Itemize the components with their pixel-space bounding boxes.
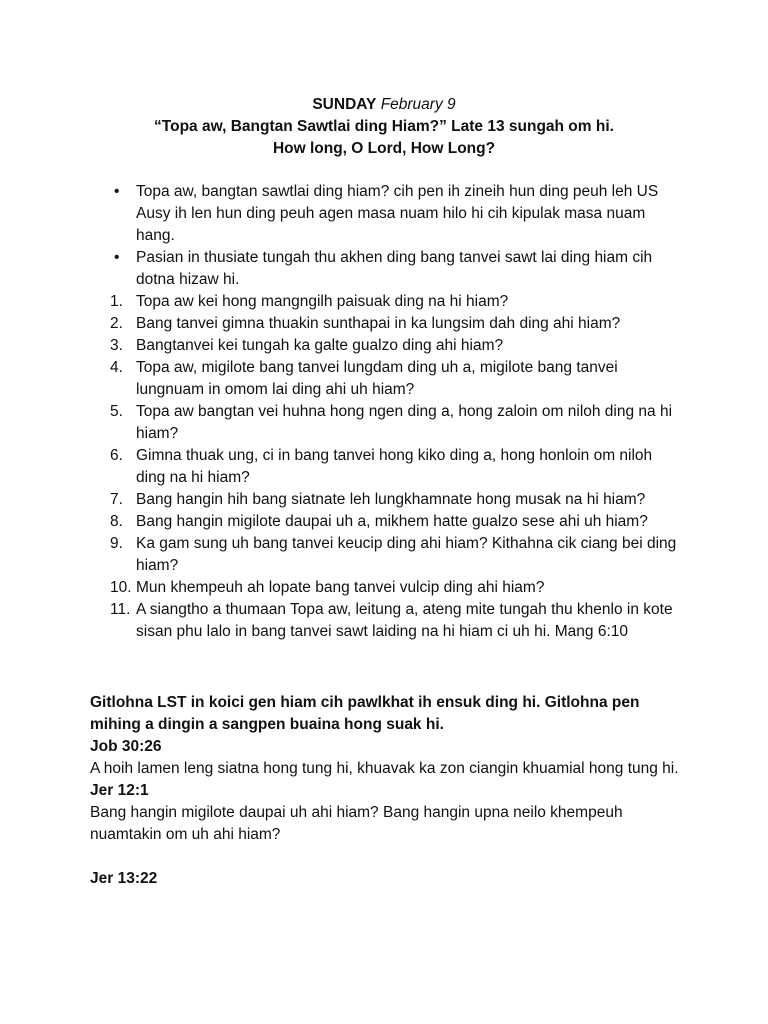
item-number: 11. (110, 601, 131, 618)
document-header (0, 94, 768, 160)
day-label: SUNDAY (312, 96, 377, 113)
item-number: 7. (110, 491, 123, 508)
commentary-section (90, 692, 690, 890)
bullet-text: Topa aw, bangtan sawtlai ding hiam? cih pen ih zineih hun ding peuh leh US Ausy ih len hun ding peuh agen masa nuam hilo hi cih kipulak masa nuam hang. (136, 183, 659, 244)
bullet-item (110, 247, 680, 291)
item-text: Bang hangin hih bang siatnate leh lungkhamnate hong musak na hi hiam? (136, 491, 646, 508)
scripture-text: A hoih lamen leng siatna hong tung hi, khuavak ka zon ciangin khuamial hong tung hi. (90, 760, 679, 777)
numbered-item (110, 533, 680, 577)
item-number: 3. (110, 337, 123, 354)
bullet-icon: • (114, 183, 120, 200)
scripture-reference: Job 30:26 (90, 738, 162, 755)
item-number: 2. (110, 315, 123, 332)
item-text: Bang tanvei gimna thuakin sunthapai in ka lungsim dah ding ahi hiam? (136, 315, 621, 332)
header-line-1 (0, 94, 768, 116)
section-intro: Gitlohna LST in koici gen hiam cih pawlkhat ih ensuk ding hi. Gitlohna pen mihing a dingin a sangpen buaina hong suak hi. (90, 694, 640, 733)
numbered-item (110, 335, 680, 357)
scripture-text: Bang hangin migilote daupai uh ahi hiam? Bang hangin upna neilo khempeuh nuamtakin om uh ahi hiam? (90, 804, 623, 843)
numbered-item (110, 489, 680, 511)
item-number: 9. (110, 535, 123, 552)
item-text: Ka gam sung uh bang tanvei keucip ding ahi hiam? Kithahna cik ciang bei ding hiam? (136, 535, 677, 574)
item-text: Gimna thuak ung, ci in bang tanvei hong kiko ding a, hong honloin om niloh ding na hi hiam? (136, 447, 653, 486)
item-number: 5. (110, 403, 123, 420)
item-text: Topa aw kei hong mangngilh paisuak ding na hi hiam? (136, 293, 509, 310)
item-text: A siangtho a thumaan Topa aw, leitung a, ateng mite tungah thu khenlo in kote sisan phu lalo in bang tanvei sawt laiding na hi hiam ci uh hi. Mang 6:10 (136, 601, 673, 640)
bullet-text: Pasian in thusiate tungah thu akhen ding bang tanvei sawt lai ding hiam cih dotna hizaw hi. (136, 249, 653, 288)
numbered-item (110, 511, 680, 533)
numbered-item (110, 599, 680, 643)
bullet-item (110, 181, 680, 247)
paragraph-spacer (90, 846, 690, 868)
date-label: February 9 (380, 96, 456, 113)
numbered-item (110, 401, 680, 445)
item-number: 8. (110, 513, 123, 530)
item-text: Topa aw bangtan vei huhna hong ngen ding a, hong zaloin om niloh ding na hi hiam? (136, 403, 673, 442)
header-subtitle: How long, O Lord, How Long? (272, 140, 496, 157)
item-text: Bang hangin migilote daupai uh a, mikhem hatte gualzo sese ahi uh hiam? (136, 513, 648, 530)
item-text: Bangtanvei kei tungah ka galte gualzo ding ahi hiam? (136, 337, 504, 354)
item-number: 4. (110, 359, 123, 376)
scripture-reference: Jer 13:22 (90, 870, 158, 887)
item-number: 1. (110, 293, 123, 310)
item-number: 6. (110, 447, 123, 464)
item-text: Mun khempeuh ah lopate bang tanvei vulcip ding ahi hiam? (136, 579, 545, 596)
question-list (110, 181, 680, 643)
numbered-item (110, 357, 680, 401)
item-number: 10. (110, 579, 132, 596)
numbered-item (110, 291, 680, 313)
scripture-reference: Jer 12:1 (90, 782, 149, 799)
item-text: Topa aw, migilote bang tanvei lungdam ding uh a, migilote bang tanvei lungnuam in omom lai ding ahi uh hiam? (136, 359, 618, 398)
numbered-item (110, 577, 680, 599)
numbered-item (110, 445, 680, 489)
numbered-item (110, 313, 680, 335)
header-title: “Topa aw, Bangtan Sawtlai ding Hiam?” Late 13 sungah om hi. (154, 118, 614, 135)
bullet-icon: • (114, 249, 120, 266)
